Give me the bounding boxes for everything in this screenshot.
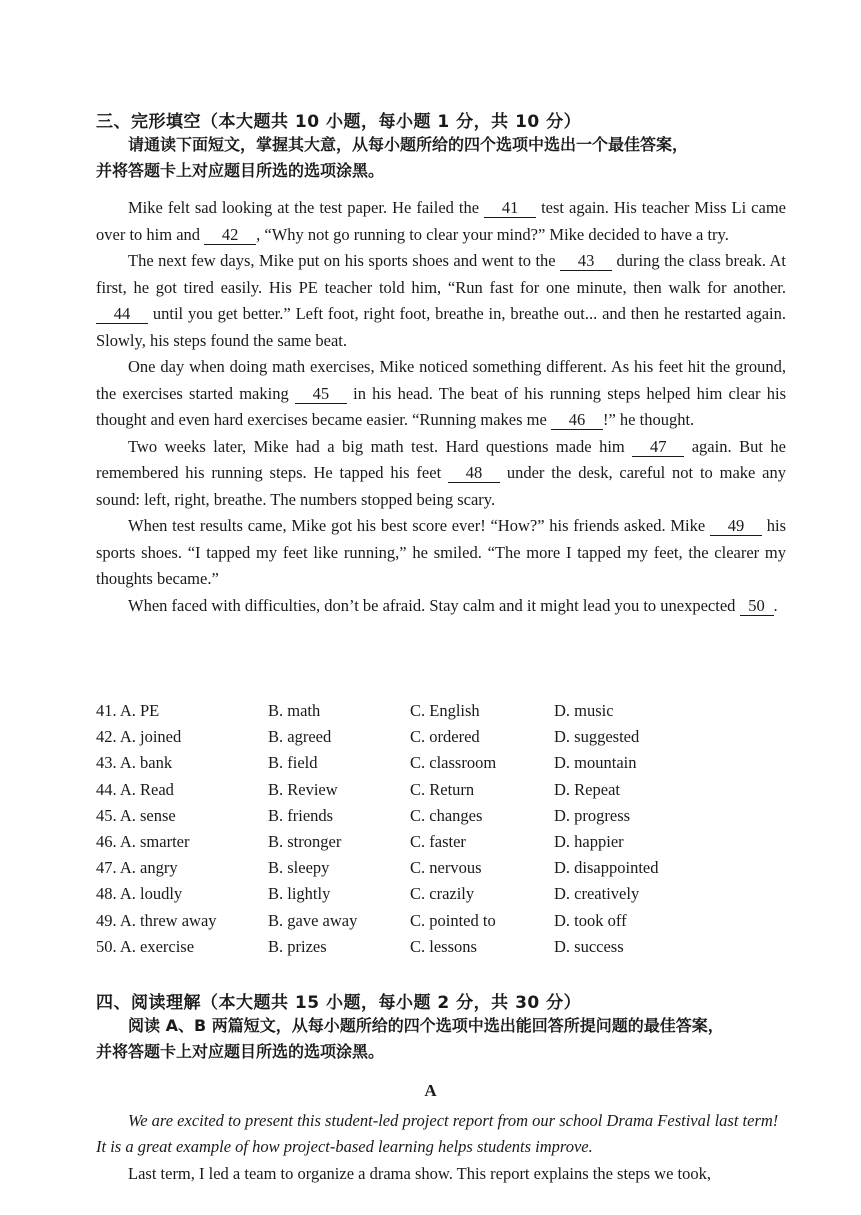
paragraph-6: When faced with difficulties, don’t be afraid. Stay calm and it might lead you to unexpected 50 . bbox=[128, 595, 778, 615]
passage-a-intro: We are excited to present this student-led project report from our school Drama Festival last term! It is a great example of how project-based learning helps students improve. bbox=[96, 1111, 779, 1156]
instruction-line-1: 阅读 A、B 两篇短文，从每小题所给的四个选项中选出能回答所提问题的最佳答案， bbox=[128, 1016, 724, 1035]
blank-41: 41 bbox=[484, 198, 536, 218]
option-row-46: 46. A. smarter B. stronger C. faster D. happier bbox=[96, 831, 624, 851]
paragraph-5: When test results came, Mike got his best score ever! “How?” his friends asked. Mike 49 his sports shoes. “I tapped my feet like running,” he smiled. “The more I tapped my feet, the clearer my thoughts became.” bbox=[96, 516, 786, 588]
paragraph-3: One day when doing math exercises, Mike noticed something different. As his feet hit the ground, the exercises started making 45 in his head. The beat of his running steps helped him clear his thought and even hard exercises became easier. “Running makes me 46 !” he thought. bbox=[96, 357, 786, 429]
paragraph-4: Two weeks later, Mike had a big math test. Hard questions made him 47 again. But he remembered his running steps. He tapped his feet 48 under the desk, careful not to make any sound: left, right, breathe. The numbers stopped being scary. bbox=[96, 436, 786, 509]
blank-42: 42 bbox=[204, 225, 256, 245]
section-3-instruction bbox=[96, 132, 786, 184]
blank-46: 46 bbox=[551, 410, 603, 430]
blank-49: 49 bbox=[710, 516, 762, 536]
section-3-title: 三、完形填空（本大题共 10 小题，每小题 1 分，共 10 分） bbox=[96, 112, 582, 132]
section-4-instruction bbox=[96, 1013, 786, 1065]
option-row-47: 47. A. angry B. sleepy C. nervous D. disappointed bbox=[96, 858, 659, 878]
option-row-44: 44. A. Read B. Review C. Return D. Repeat bbox=[96, 779, 620, 799]
instruction-line-1: 请通读下面短文，掌握其大意，从每小题所给的四个选项中选出一个最佳答案， bbox=[128, 135, 689, 154]
instruction-line-2: 并将答题卡上对应题目所选的选项涂黑。 bbox=[96, 161, 385, 180]
option-row-41: 41. A. PE B. math C. English D. music bbox=[96, 701, 614, 720]
option-row-43: 43. A. bank B. field C. classroom D. mountain bbox=[96, 753, 637, 773]
passage-a-first-line: Last term, I led a team to organize a drama show. This report explains the steps we took, bbox=[128, 1164, 711, 1183]
option-row-45: 45. A. sense B. friends C. changes D. progress bbox=[96, 805, 631, 825]
option-row-50: 50. A. exercise B. prizes C. lessons D. success bbox=[96, 936, 624, 956]
paragraph-1: Mike felt sad looking at the test paper. He failed the 41 test again. His teacher Miss Li came over to him and 42 , “Why not go running to clear your mind?” Mike decided to have a try. bbox=[96, 198, 786, 244]
answer-options bbox=[96, 701, 786, 963]
option-row-42: 42. A. joined B. agreed C. ordered D. suggested bbox=[96, 727, 640, 747]
blank-44: 44 bbox=[96, 304, 148, 324]
option-row-49: 49. A. threw away B. gave away C. pointed to D. took off bbox=[96, 910, 627, 930]
option-row-48: 48. A. loudly B. lightly C. crazily D. creatively bbox=[96, 884, 640, 904]
blank-45: 45 bbox=[295, 384, 347, 404]
section-4-title: 四、阅读理解（本大题共 15 小题，每小题 2 分，共 30 分） bbox=[96, 993, 582, 1013]
cloze-passage bbox=[96, 195, 786, 619]
instruction-line-2: 并将答题卡上对应题目所选的选项涂黑。 bbox=[96, 1042, 385, 1061]
paragraph-2: The next few days, Mike put on his sports shoes and went to the 43 during the class break. At first, he got tired easily. His PE teacher told him, “Run fast for one minute, then walk for another. 44 until you get better.” Left foot, right foot, breathe in, breathe out... and then he restarted again. Slowly, his steps found the same beat. bbox=[96, 251, 787, 350]
blank-48: 48 bbox=[448, 463, 500, 483]
blank-50: 50 bbox=[740, 596, 774, 616]
passage-a-heading: A bbox=[424, 1081, 437, 1100]
blank-43: 43 bbox=[560, 251, 612, 271]
blank-47: 47 bbox=[632, 437, 684, 457]
